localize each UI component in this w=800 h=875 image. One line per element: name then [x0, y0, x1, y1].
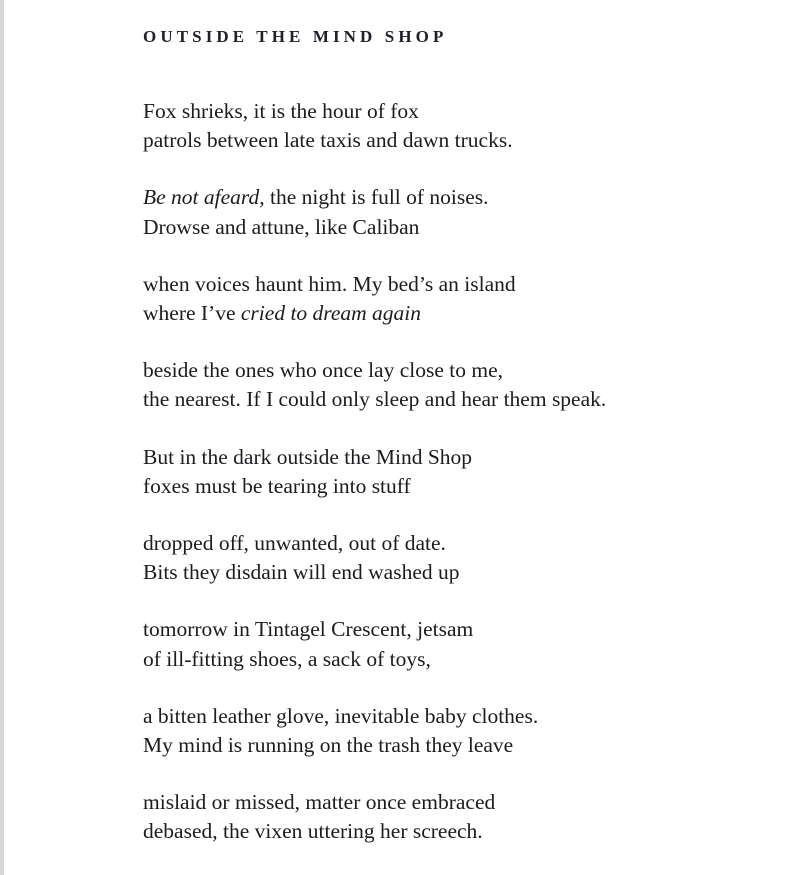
poem-line-segment: Fox shrieks, it is the hour of fox	[143, 99, 419, 123]
poem-line	[143, 702, 763, 731]
poem-line	[143, 529, 763, 558]
stanza	[143, 97, 763, 155]
poem-line	[143, 731, 763, 760]
poem-line	[143, 299, 763, 328]
poem-line	[143, 817, 763, 846]
poem-line-segment: Drowse and attune, like Caliban	[143, 214, 420, 239]
poem-line	[143, 558, 763, 587]
poem-line-italic-segment: cried to dream again	[240, 301, 422, 326]
poem-line	[143, 183, 763, 212]
poem-line	[143, 213, 763, 242]
poem-line-segment: the night is full of noises.	[264, 185, 489, 210]
stanza	[143, 183, 763, 241]
poem-line-segment: patrols between late taxis and dawn trucks.	[143, 128, 513, 153]
poem-line-segment: a bitten leather glove, inevitable baby clothes.	[143, 703, 539, 728]
poem-line-segment: debased, the vixen uttering her screech.	[143, 819, 483, 844]
stanza	[143, 443, 763, 501]
stanza	[143, 529, 763, 587]
poem-line-segment: My mind is running on the trash they leave	[143, 733, 514, 758]
poem-line	[143, 615, 763, 644]
poem-line-segment: when voices haunt him. My bed’s an island	[143, 271, 516, 296]
poem-body	[143, 97, 763, 875]
poem-line-segment: of ill-fitting shoes, a sack of toys,	[143, 646, 431, 671]
poem-line-segment: the nearest. If I could only sleep and hear them speak.	[143, 387, 607, 412]
poem-line-segment: Bits they disdain will end washed up	[143, 560, 460, 585]
poem-line-segment: mislaid or missed, matter once embraced	[143, 790, 496, 815]
poem-line	[143, 645, 763, 674]
poem-line-segment: where I’ve	[143, 301, 241, 326]
poem-line	[143, 97, 763, 126]
poem-line	[143, 270, 763, 299]
poem-line-segment: foxes must be tearing into stuff	[143, 473, 411, 498]
stanza	[143, 270, 763, 328]
stanza	[143, 356, 763, 414]
stanza	[143, 615, 763, 673]
poem-line	[143, 356, 763, 385]
poem-line	[143, 788, 763, 817]
poem-line	[143, 443, 763, 472]
poem-line	[143, 126, 763, 155]
poem-line-segment: beside the ones who once lay close to me,	[143, 358, 504, 383]
poem-line	[143, 385, 763, 414]
poem-line	[143, 472, 763, 501]
page-title: OUTSIDE THE MIND SHOP	[143, 27, 448, 47]
stanza	[143, 702, 763, 760]
poem-line-italic-segment: Be not afeard,	[143, 185, 265, 210]
poem-line-segment: But in the dark outside the Mind Shop	[143, 444, 473, 469]
poem-line-segment: dropped off, unwanted, out of date.	[143, 531, 446, 556]
stanza	[143, 788, 763, 846]
poem-line-segment: tomorrow in Tintagel Crescent, jetsam	[143, 617, 474, 642]
